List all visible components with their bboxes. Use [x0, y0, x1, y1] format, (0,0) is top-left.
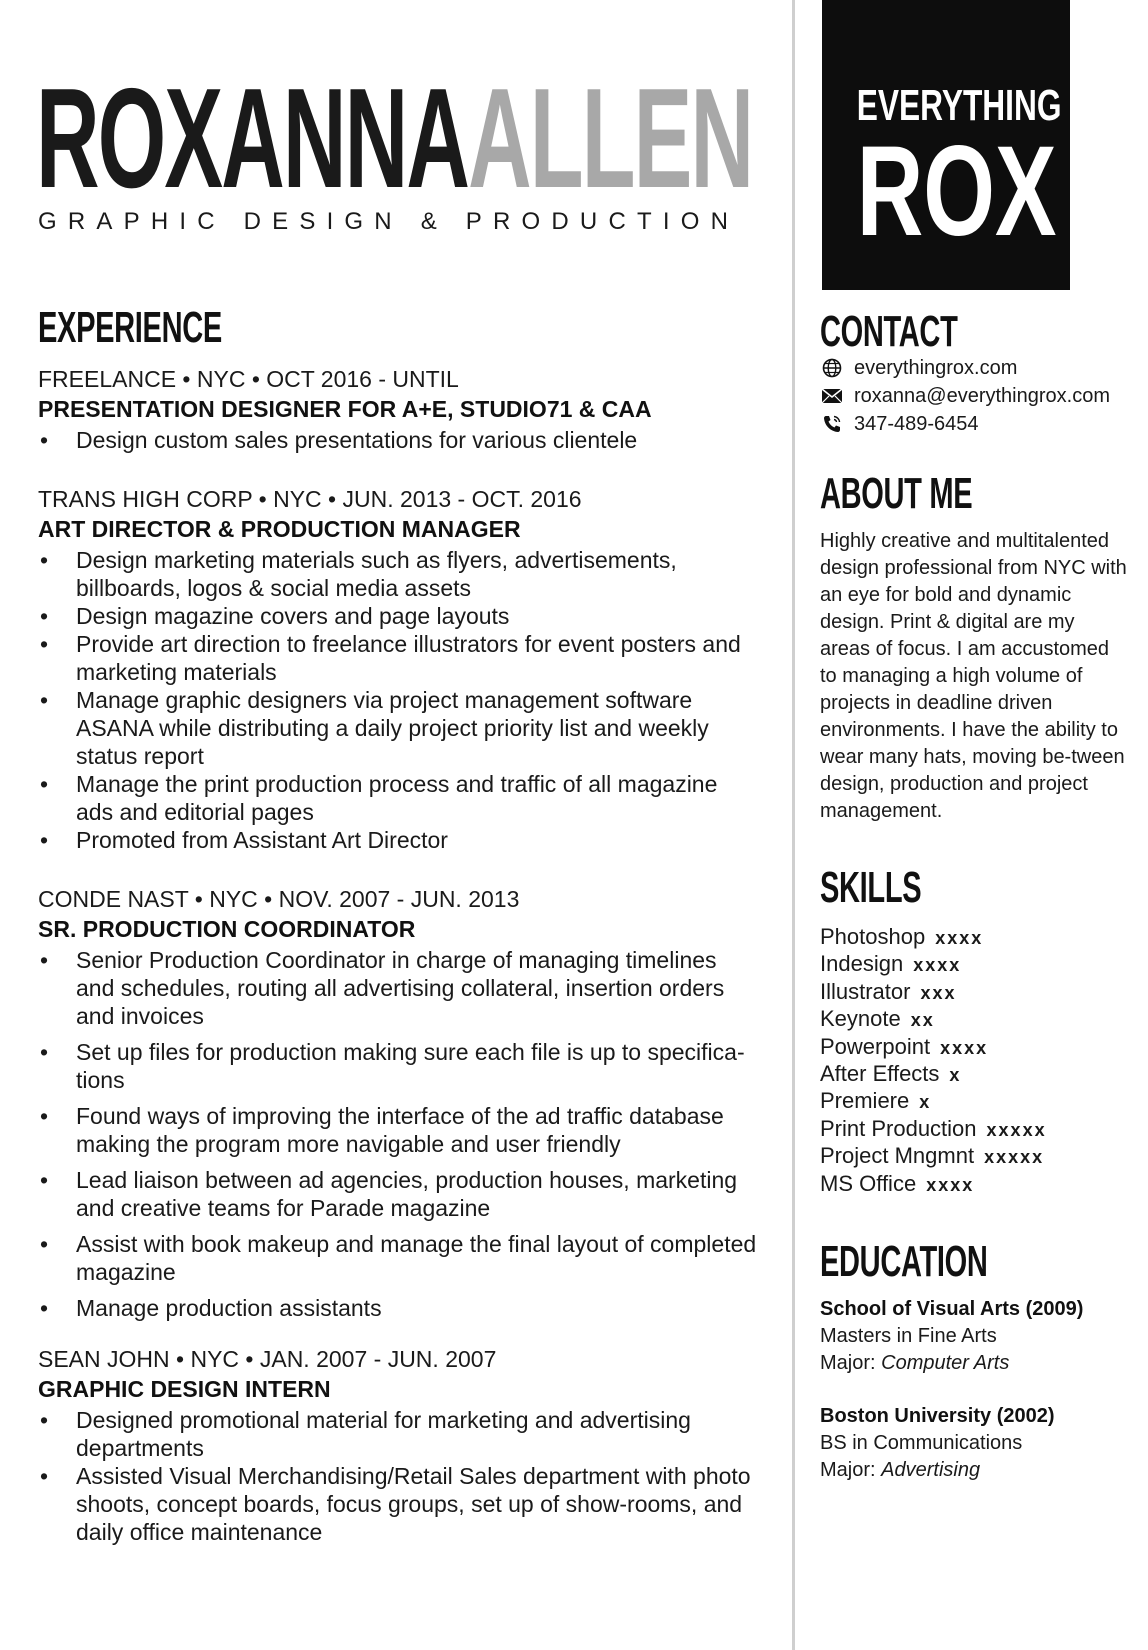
- last-name: ALLEN: [468, 59, 753, 218]
- experience-heading: EXPERIENCE: [38, 303, 222, 352]
- education-entry: [820, 1296, 1140, 1377]
- job-bullet: • Designed promotional material for marketing and advertising departments: [38, 1406, 758, 1462]
- job-meta: CONDE NAST • NYC • NOV. 2007 - JUN. 2013: [38, 886, 520, 912]
- skill-name: Print Production: [820, 1115, 977, 1141]
- logo-line2: ROX: [856, 120, 1057, 263]
- major-line: [820, 1350, 1140, 1377]
- job-entry: [38, 1344, 758, 1546]
- job-bullet: • Lead liaison between ad agencies, production houses, marketing and creative teams for Parade magazine: [38, 1166, 758, 1222]
- skill-level: xxxx: [926, 1174, 975, 1195]
- job-title: SR. PRODUCTION COORDINATOR: [38, 916, 416, 942]
- job-entry: [38, 364, 758, 454]
- major-label: Major:: [820, 1459, 876, 1481]
- job-entry: [38, 484, 758, 854]
- major-label: Major:: [820, 1352, 876, 1374]
- name-heading: [36, 59, 753, 218]
- first-name: ROXANNA: [36, 59, 469, 218]
- school-name: School of Visual Arts (2009): [820, 1298, 1084, 1320]
- job-meta: SEAN JOHN • NYC • JAN. 2007 - JUN. 2007: [38, 1346, 497, 1372]
- about-text: Highly creative and multitalented design professional from NYC with an eye for bold and dynamic design. Print & digital are my areas of focus. I am accustomed to managing a high volume of projects in deadline driven environments. I have the ability to wear many hats, moving be-tween design, production and project management.: [820, 530, 1127, 822]
- job-meta: FREELANCE • NYC • OCT 2016 - UNTIL: [38, 366, 459, 392]
- job-bullet: • Design custom sales presentations for various clientele: [38, 426, 758, 454]
- job-bullet: • Assist with book makeup and manage the final layout of completed magazine: [38, 1230, 758, 1286]
- skill-level: xxxx: [940, 1037, 989, 1058]
- job-bullet: • Found ways of improving the interface of the ad traffic database making the program more navigable and user friendly: [38, 1102, 758, 1158]
- major-value: Advertising: [881, 1459, 981, 1481]
- skill-level: xx: [910, 1010, 935, 1031]
- skill-name: MS Office: [820, 1170, 917, 1196]
- education-list: [820, 1296, 1140, 1510]
- skill-name: Project Mngmnt: [820, 1143, 975, 1169]
- skill-row: [820, 1087, 1140, 1114]
- job-bullet: • Manage the print production process and traffic of all magazine ads and editorial pages: [38, 770, 758, 826]
- phone-icon: [820, 414, 844, 434]
- email-text: roxanna@everythingrox.com: [854, 384, 1110, 407]
- skill-name: Indesign: [820, 951, 904, 977]
- skill-name: Powerpoint: [820, 1033, 931, 1059]
- logo-block: [822, 0, 1070, 290]
- logo-line1: EVERYTHING: [856, 81, 1062, 130]
- skill-name: Illustrator: [820, 978, 911, 1004]
- skill-row: [820, 1033, 1140, 1060]
- job-bullet: • Manage graphic designers via project management software ASANA while distributing a daily project priority list and weekly status report: [38, 686, 758, 770]
- degree: BS in Communications: [820, 1432, 1023, 1454]
- contact-email[interactable]: [820, 382, 1140, 410]
- major-value: Computer Arts: [881, 1352, 1010, 1374]
- skill-row: [820, 1005, 1140, 1032]
- job-bullet: • Manage production assistants: [38, 1294, 758, 1322]
- skill-level: xxxxx: [984, 1147, 1045, 1168]
- contact-phone[interactable]: [820, 410, 1140, 438]
- skill-level: xxxx: [913, 955, 962, 976]
- skill-name: Photoshop: [820, 924, 926, 949]
- skill-row: [820, 1115, 1140, 1142]
- skill-row: [820, 1142, 1140, 1169]
- skill-level: xxx: [920, 982, 957, 1003]
- website-text: everythingrox.com: [854, 356, 1018, 379]
- job-bullet: • Design marketing materials such as flyers, advertisements, billboards, logos & social media assets: [38, 546, 758, 602]
- job-title: GRAPHIC DESIGN INTERN: [38, 1376, 331, 1402]
- globe-icon: [820, 358, 844, 378]
- skill-row: [820, 1060, 1140, 1087]
- job-bullet: • Promoted from Assistant Art Director: [38, 826, 758, 854]
- contact-list: [820, 354, 1140, 438]
- column-divider: [792, 0, 795, 1650]
- about-heading: ABOUT ME: [820, 469, 973, 518]
- job-title: ART DIRECTOR & PRODUCTION MANAGER: [38, 516, 521, 542]
- job-bullet: • Set up files for production making sure each file is up to specifica-tions: [38, 1038, 758, 1094]
- envelope-icon: [820, 386, 844, 406]
- job-entry: [38, 884, 758, 1322]
- skill-name: After Effects: [820, 1060, 940, 1086]
- phone-text: 347-489-6454: [854, 412, 979, 435]
- skills-heading: SKILLS: [820, 863, 922, 912]
- skill-row: [820, 1170, 1140, 1197]
- skill-row: [820, 950, 1140, 977]
- skill-name: Premiere: [820, 1088, 910, 1114]
- experience-list: [38, 364, 758, 1560]
- education-entry: [820, 1403, 1140, 1484]
- skill-row: [820, 923, 1140, 950]
- skill-level: x: [949, 1064, 962, 1085]
- job-bullet: • Provide art direction to freelance illustrators for event posters and marketing materials: [38, 630, 758, 686]
- contact-website[interactable]: [820, 354, 1140, 382]
- skill-level: xxxx: [935, 928, 984, 948]
- degree: Masters in Fine Arts: [820, 1325, 997, 1347]
- school-name: Boston University (2002): [820, 1405, 1055, 1427]
- contact-heading: CONTACT: [820, 307, 958, 356]
- skill-level: xxxxx: [986, 1119, 1047, 1140]
- job-bullet: • Assisted Visual Merchandising/Retail Sales department with photo shoots, concept boards, focus groups, set up of show-rooms, and daily office maintenance: [38, 1462, 758, 1546]
- education-heading: EDUCATION: [820, 1237, 988, 1286]
- skill-name: Keynote: [820, 1006, 901, 1032]
- skill-row: [820, 978, 1140, 1005]
- job-bullet: • Senior Production Coordinator in charge of managing timelines and schedules, routing all advertising collateral, insertion orders and invoices: [38, 946, 758, 1030]
- major-line: [820, 1457, 1140, 1484]
- skill-level: x: [919, 1092, 932, 1113]
- job-title: PRESENTATION DESIGNER FOR A+E, STUDIO71 & CAA: [38, 396, 652, 422]
- job-bullet: • Design magazine covers and page layouts: [38, 602, 758, 630]
- job-meta: TRANS HIGH CORP • NYC • JUN. 2013 - OCT. 2016: [38, 486, 582, 512]
- skills-list: [820, 923, 1140, 1197]
- tagline: GRAPHIC DESIGN & PRODUCTION: [38, 208, 740, 235]
